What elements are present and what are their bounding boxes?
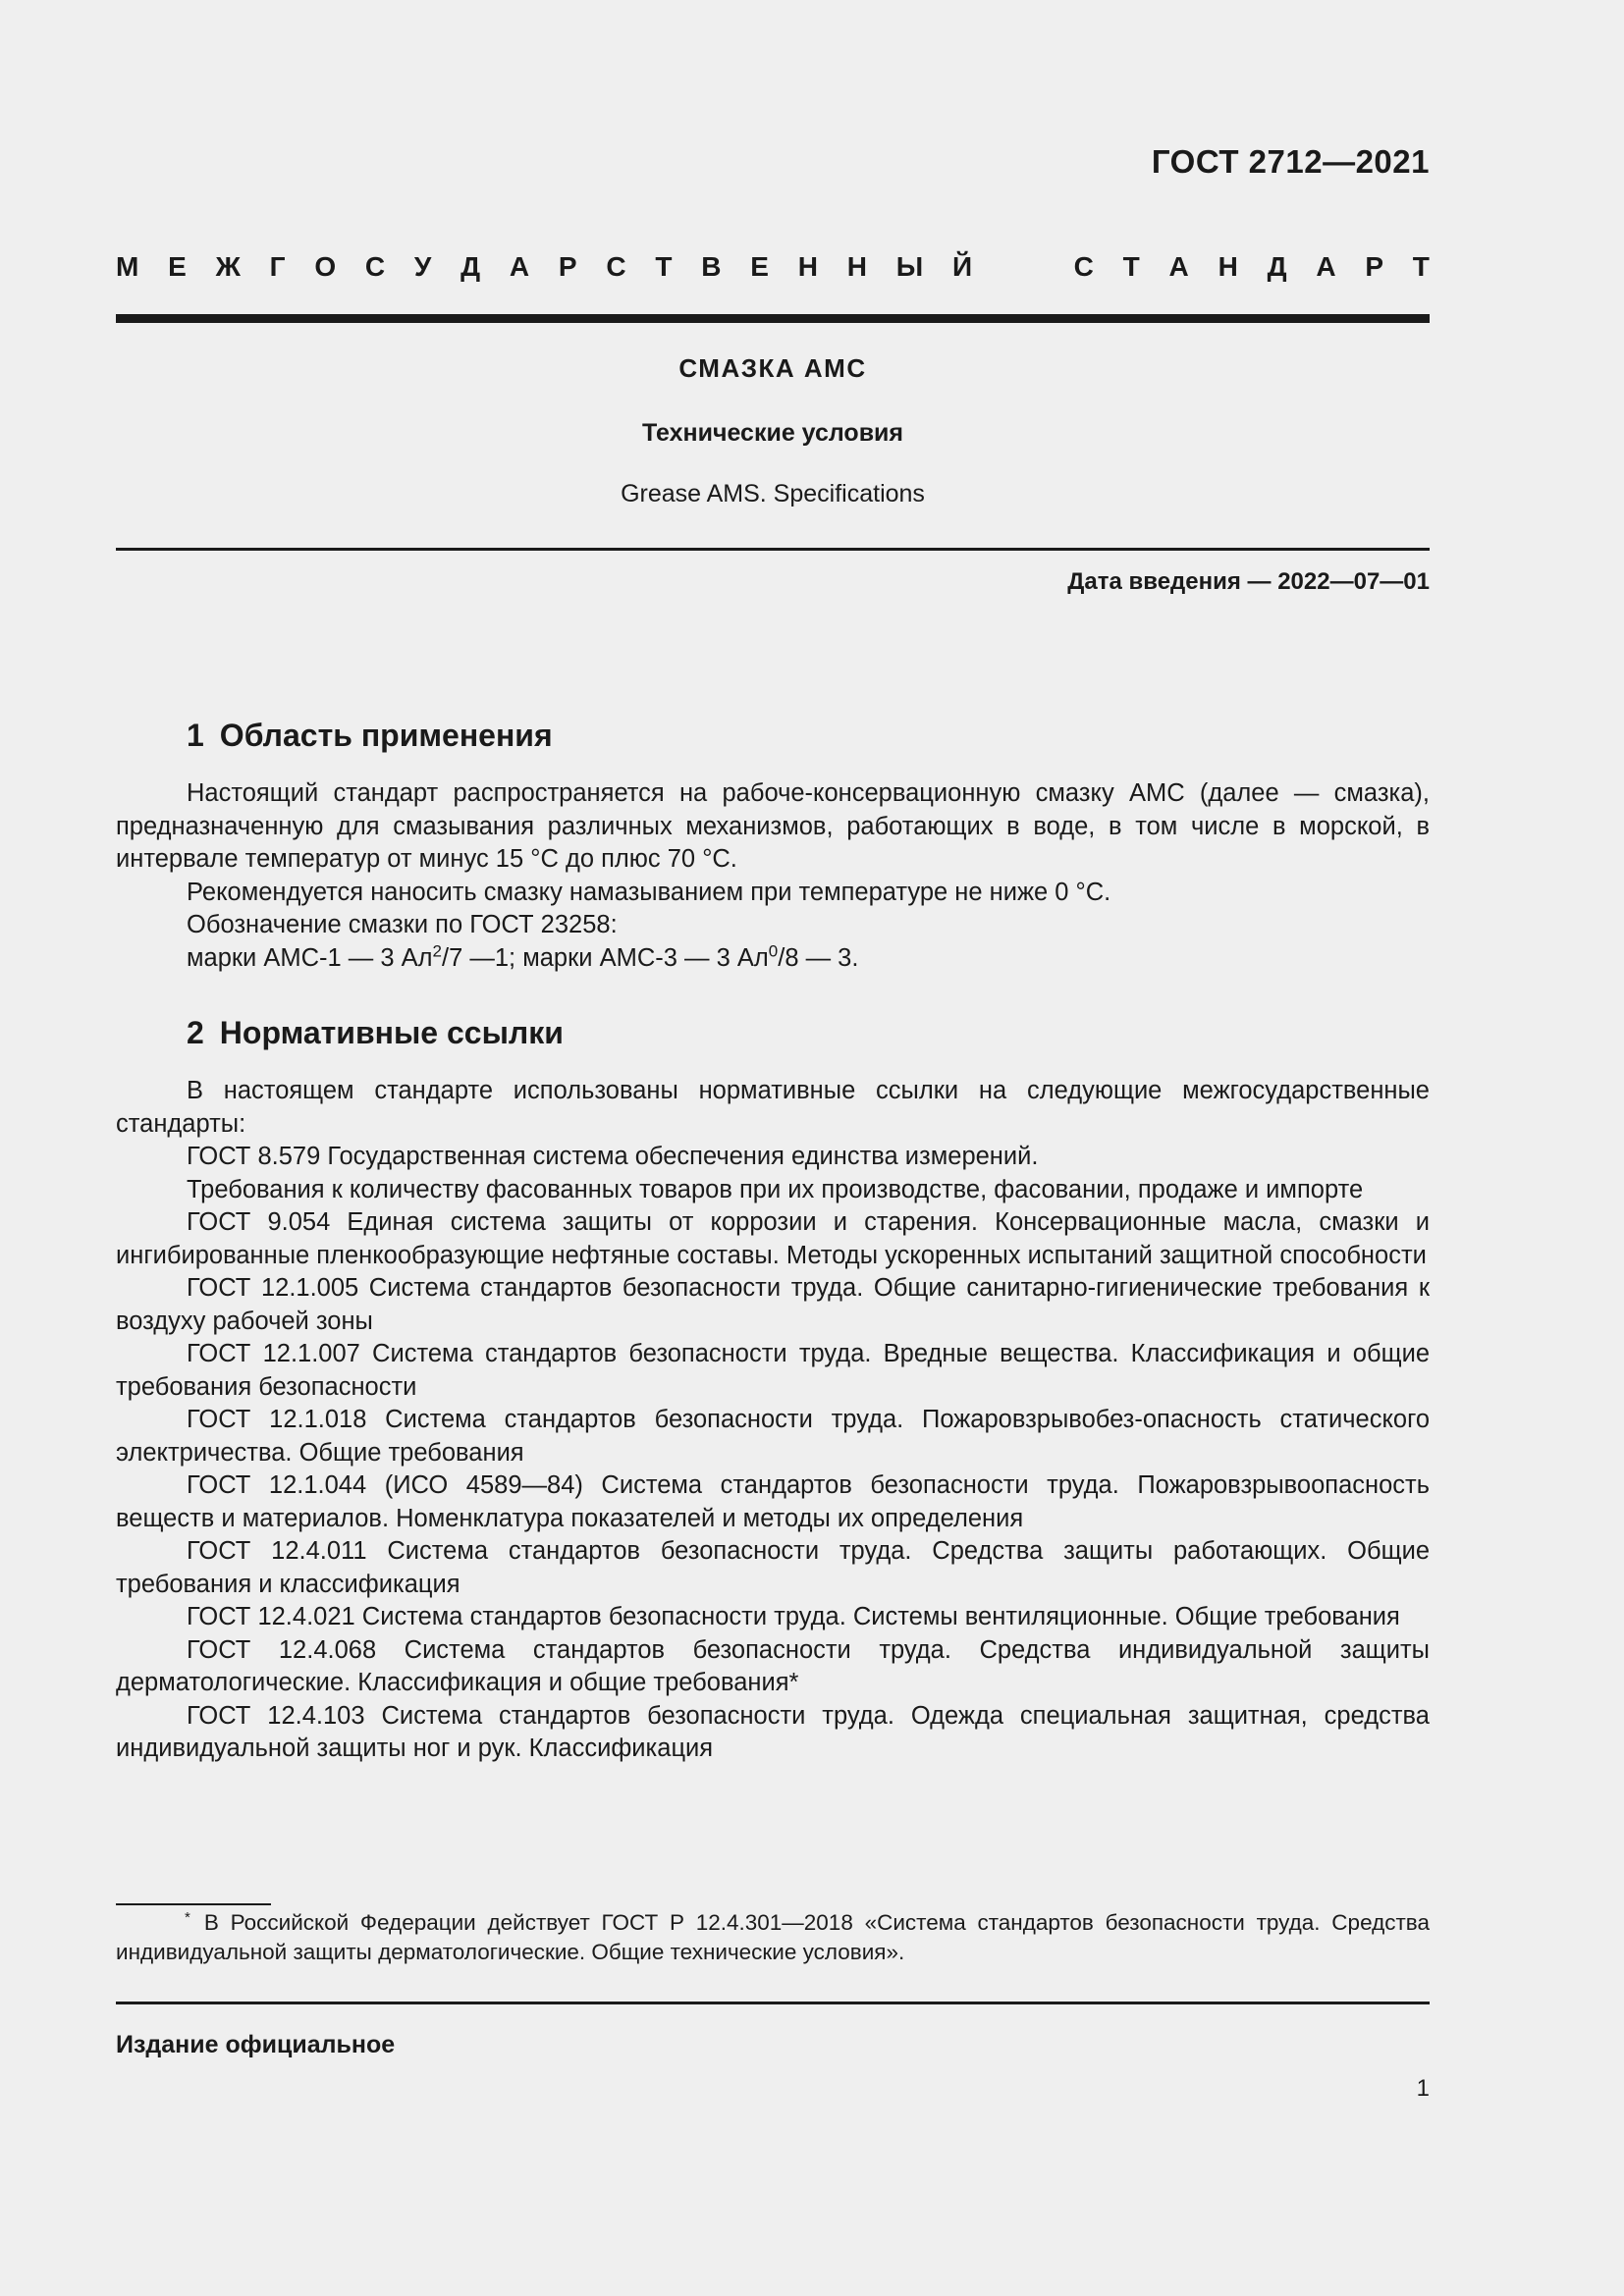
banner-letter: А bbox=[509, 251, 530, 282]
footnote-text: В Российской Федерации действует ГОСТ Р 12.4.301—2018 «Система стандартов безопасности труда. Средства индивидуальной защиты дерматологические. Общие технические условия». bbox=[116, 1910, 1430, 1964]
banner-letter: Н bbox=[797, 251, 818, 282]
banner-letter: Н bbox=[846, 251, 867, 282]
reference-paragraph: ГОСТ 12.1.005 Система стандартов безопасности труда. Общие санитарно-гигиенические требования к воздуху рабочей зоны bbox=[116, 1274, 1430, 1335]
banner-letter: Ж bbox=[215, 251, 241, 282]
reference-paragraph: ГОСТ 12.4.068 Система стандартов безопасности труда. Средства индивидуальной защиты дерматологические. Классификация и общие требования* bbox=[116, 1635, 1430, 1696]
designation-superscript: 0 bbox=[768, 941, 779, 960]
section-1-number: 1 bbox=[187, 718, 204, 753]
banner-letter: Т bbox=[1412, 251, 1430, 282]
designation-part: марки АМС-1 — 3 Ал bbox=[187, 943, 433, 972]
designation-part: /8 — 3. bbox=[778, 943, 859, 972]
banner-letter: Е bbox=[750, 251, 769, 282]
section-1-title: Область применения bbox=[219, 718, 553, 753]
english-title: Grease AMS. Specifications bbox=[621, 480, 925, 507]
header-thick-rule bbox=[116, 314, 1430, 323]
section-2-heading bbox=[187, 1015, 564, 1051]
section-1-body bbox=[116, 777, 1430, 975]
reference-paragraph: Требования к количеству фасованных товаров при их производстве, фасовании, продаже и импорте bbox=[187, 1175, 1364, 1203]
banner-word-gap bbox=[1001, 251, 1045, 283]
designation-superscript: 2 bbox=[432, 941, 443, 960]
designation-part: /7 —1; марки АМС-3 — 3 Ал bbox=[442, 943, 769, 972]
banner-letter: С bbox=[1073, 251, 1094, 282]
banner-letter: Й bbox=[951, 251, 973, 282]
section-1-heading bbox=[187, 718, 553, 754]
reference-paragraph: ГОСТ 12.1.044 (ИСО 4589—84) Система стандартов безопасности труда. Пожаровзрывоопасность веществ и материалов. Номенклатура показателей и методы их определения bbox=[116, 1471, 1430, 1532]
section-1-paragraph: Обозначение смазки по ГОСТ 23258: bbox=[187, 911, 618, 938]
banner-letter: С bbox=[364, 251, 386, 282]
section-1-paragraph: Настоящий стандарт распространяется на рабоче-консервационную смазку АМС (далее — смазка), предназначенную для смазывания различных механизмов, работающих в воде, в том числе в морской, в интервале температур от минус 15 °С до плюс 70 °С. bbox=[116, 779, 1430, 873]
banner-letter: Р bbox=[558, 251, 577, 282]
banner-letter: Е bbox=[168, 251, 187, 282]
footnote-marker: * bbox=[185, 1908, 190, 1926]
reference-paragraph: ГОСТ 12.4.021 Система стандартов безопасности труда. Системы вентиляционные. Общие требования bbox=[187, 1603, 1400, 1630]
section-2-number: 2 bbox=[187, 1015, 204, 1050]
banner-letter: Т bbox=[655, 251, 673, 282]
banner-letter: С bbox=[606, 251, 626, 282]
footnote-separator bbox=[116, 1903, 271, 1905]
banner-letter: Г bbox=[269, 251, 286, 282]
reference-paragraph: ГОСТ 12.4.103 Система стандартов безопасности труда. Одежда специальная защитная, средства индивидуальной защиты ног и рук. Классификация bbox=[116, 1701, 1430, 1762]
reference-paragraph: В настоящем стандарте использованы нормативные ссылки на следующие межгосударственные стандарты: bbox=[116, 1077, 1430, 1138]
banner-letter: М bbox=[116, 251, 139, 282]
banner-letter: В bbox=[701, 251, 722, 282]
document-number: ГОСТ 2712—2021 bbox=[1151, 143, 1430, 180]
section-1-paragraph: Рекомендуется наносить смазку намазыванием при температуре не ниже 0 °С. bbox=[187, 878, 1111, 906]
reference-paragraph: ГОСТ 12.1.007 Система стандартов безопасности труда. Вредные вещества. Классификация и общие требования безопасности bbox=[116, 1340, 1430, 1401]
official-edition-label: Издание официальное bbox=[116, 2031, 396, 2058]
introduction-date: Дата введения — 2022—07—01 bbox=[1067, 568, 1430, 595]
banner-letter: О bbox=[314, 251, 337, 282]
banner-letter: Д bbox=[460, 251, 481, 282]
reference-paragraph: ГОСТ 12.4.011 Система стандартов безопасности труда. Средства защиты работающих. Общие требования и классификация bbox=[116, 1537, 1430, 1598]
banner-letter: У bbox=[413, 251, 432, 282]
reference-paragraph: ГОСТ 8.579 Государственная система обеспечения единства измерений. bbox=[187, 1143, 1039, 1170]
section-2-title: Нормативные ссылки bbox=[219, 1015, 564, 1050]
title-bottom-rule bbox=[116, 548, 1430, 551]
standard-title: СМАЗКА АМС bbox=[678, 353, 867, 383]
banner-letter: Д bbox=[1267, 251, 1287, 282]
banner-letter: Р bbox=[1365, 251, 1384, 282]
banner-letter: Т bbox=[1122, 251, 1140, 282]
banner-letter: Н bbox=[1218, 251, 1238, 282]
banner-letter: А bbox=[1316, 251, 1336, 282]
reference-paragraph: ГОСТ 9.054 Единая система защиты от коррозии и старения. Консервационные масла, смазки и ингибированные пленкообразующие нефтяные составы. Методы ускоренных испытаний защитной способности bbox=[116, 1208, 1430, 1269]
footnote bbox=[116, 1908, 1430, 1967]
banner-letter: Ы bbox=[895, 251, 924, 282]
standard-subtitle: Технические условия bbox=[641, 419, 904, 447]
footer-rule bbox=[116, 2002, 1430, 2004]
banner-letter: А bbox=[1168, 251, 1189, 282]
interstate-standard-banner bbox=[116, 251, 1430, 283]
reference-paragraph: ГОСТ 12.1.018 Система стандартов безопасности труда. Пожаровзрывобез-опасность статического электричества. Общие требования bbox=[116, 1406, 1430, 1467]
normative-references-list bbox=[116, 1075, 1430, 1766]
page-number: 1 bbox=[1416, 2075, 1430, 2102]
grease-designation-line bbox=[116, 942, 1430, 976]
